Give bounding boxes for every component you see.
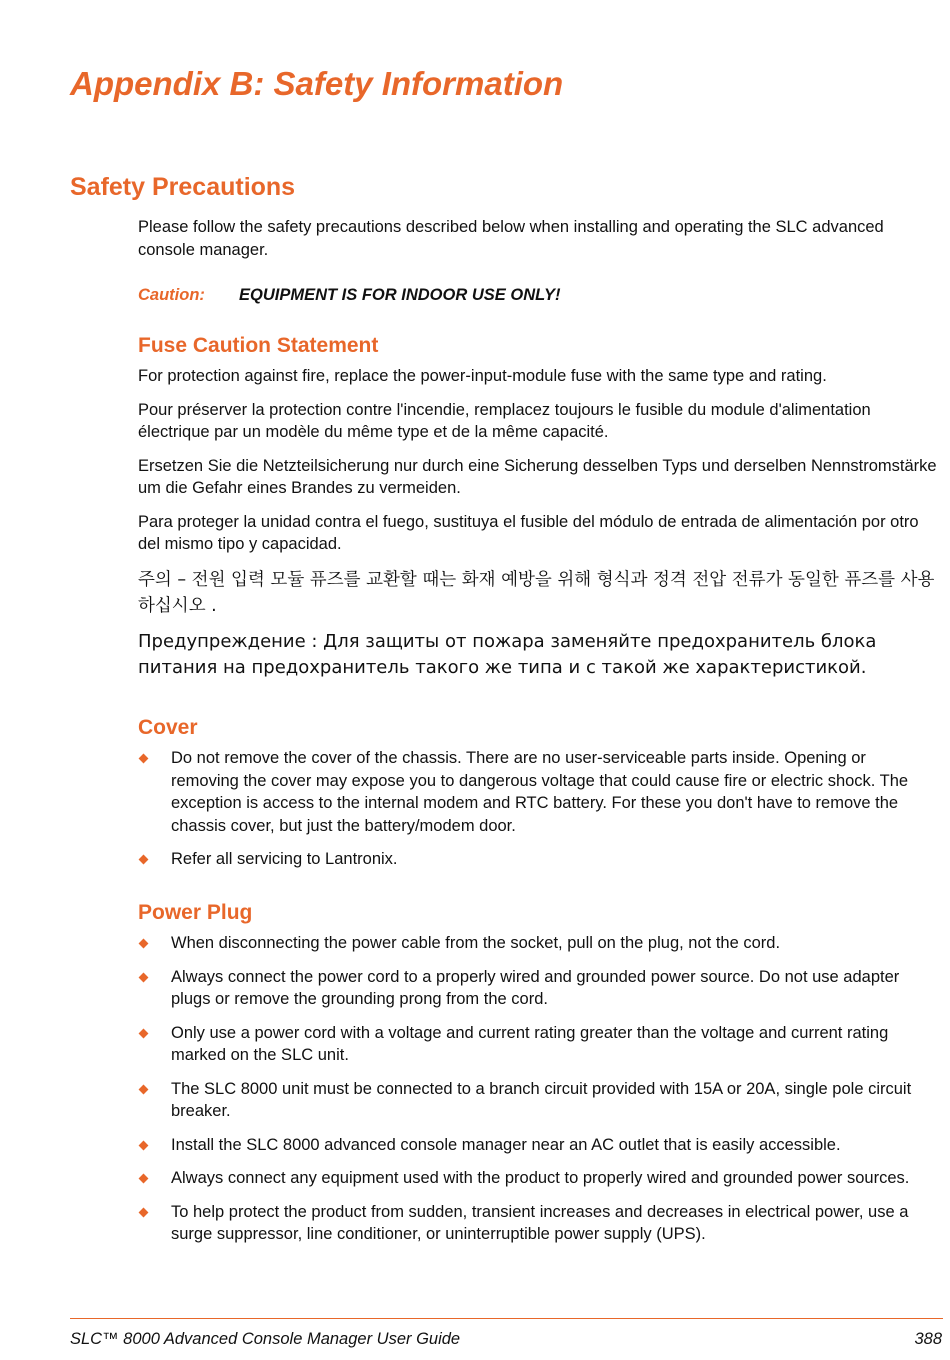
fuse-text-es: Para proteger la unidad contra el fuego, sustituya el fusible del módulo de entrada de alimentación por otro del mismo tipo y capacidad. [138,512,919,554]
orange-diamond-bullet-icon [139,855,149,865]
list-item [138,1078,938,1123]
list-item [138,932,938,955]
subheading-power-plug: Power Plug [138,901,253,924]
list-item-text: Always connect any equipment used with the product to properly wired and grounded power sources. [171,1169,910,1188]
list-item [138,1201,938,1246]
subheading-cover: Cover [138,716,198,739]
list-item [138,1022,938,1067]
cover-section [138,715,938,871]
fuse-section [138,333,938,681]
section-heading-safety-precautions: Safety Precautions [70,173,296,201]
fuse-text-ko: 주의 – 전원 입력 모듈 퓨즈를 교환할 때는 화재 예방을 위해 형식과 정격 전압 전류가 동일한 퓨즈를 사용하십시오 . [138,569,935,616]
fuse-text-en: For protection against fire, replace the power-input-module fuse with the same type and rating. [138,367,827,386]
power-plug-list [138,932,938,1246]
list-item [138,747,938,837]
chapter-title: Appendix B: Safety Information [70,65,564,102]
caution-label: Caution: [138,286,205,304]
orange-diamond-bullet-icon [139,1084,149,1094]
safety-intro-block [138,216,938,261]
fuse-text-de: Ersetzen Sie die Netzteilsicherung nur durch eine Sicherung desselben Typs und derselben Nennstromstärke um die Gefahr eines Brandes zu vermeiden. [138,456,937,498]
list-item-text: Only use a power cord with a voltage and current rating greater than the voltage and current rating marked on the SLC unit. [171,1023,889,1065]
orange-diamond-bullet-icon [139,1140,149,1150]
list-item [138,1134,938,1157]
orange-diamond-bullet-icon [139,754,149,764]
list-item-text: When disconnecting the power cable from the socket, pull on the plug, not the cord. [171,934,781,953]
list-item-text: Refer all servicing to Lantronix. [171,850,398,869]
cover-list [138,747,938,871]
caution-line [138,284,560,306]
list-item-text: To help protect the product from sudden, transient increases and decreases in electrical power, use a surge suppressor, line conditioner, or uninterruptible power supply (UPS). [171,1202,909,1244]
footer-divider [70,1318,943,1319]
fuse-text-ru: Предупреждение : Для защиты от пожара заменяйте предохранитель блока питания на предохранитель такого же типа и с такой же характеристикой. [138,630,877,678]
safety-intro-text: Please follow the safety precautions described below when installing and operating the SLC advanced console manager. [138,218,884,259]
list-item-text: Always connect the power cord to a properly wired and grounded power source. Do not use adapter plugs or remove the grounding prong from the cord. [171,967,900,1009]
subheading-fuse-caution: Fuse Caution Statement [138,334,379,357]
list-item [138,966,938,1011]
caution-text: EQUIPMENT IS FOR INDOOR USE ONLY! [239,286,561,304]
list-item-text: The SLC 8000 unit must be connected to a branch circuit provided with 15A or 20A, single pole circuit breaker. [171,1079,912,1121]
orange-diamond-bullet-icon [139,1207,149,1217]
list-item-text: Install the SLC 8000 advanced console manager near an AC outlet that is easily accessible. [171,1135,841,1154]
list-item [138,1167,938,1190]
list-item [138,848,938,871]
orange-diamond-bullet-icon [139,939,149,949]
fuse-text-fr: Pour préserver la protection contre l'incendie, remplacez toujours le fusible du module d'alimentation électrique par un modèle du même type et de la même capacité. [138,400,871,442]
orange-diamond-bullet-icon [139,972,149,982]
footer-document-title: SLC™ 8000 Advanced Console Manager User Guide [70,1330,461,1348]
orange-diamond-bullet-icon [139,1174,149,1184]
orange-diamond-bullet-icon [139,1028,149,1038]
footer-page-number: 388 [914,1330,942,1348]
power-plug-section [138,900,938,1246]
list-item-text: Do not remove the cover of the chassis. There are no user-serviceable parts inside. Opening or removing the cover may expose you to dangerous voltage that could cause fire or electric shock. The exception is access to the internal modem and RTC battery. For these you don't have to remove the chassis cover, but just the battery/modem door. [171,749,909,835]
